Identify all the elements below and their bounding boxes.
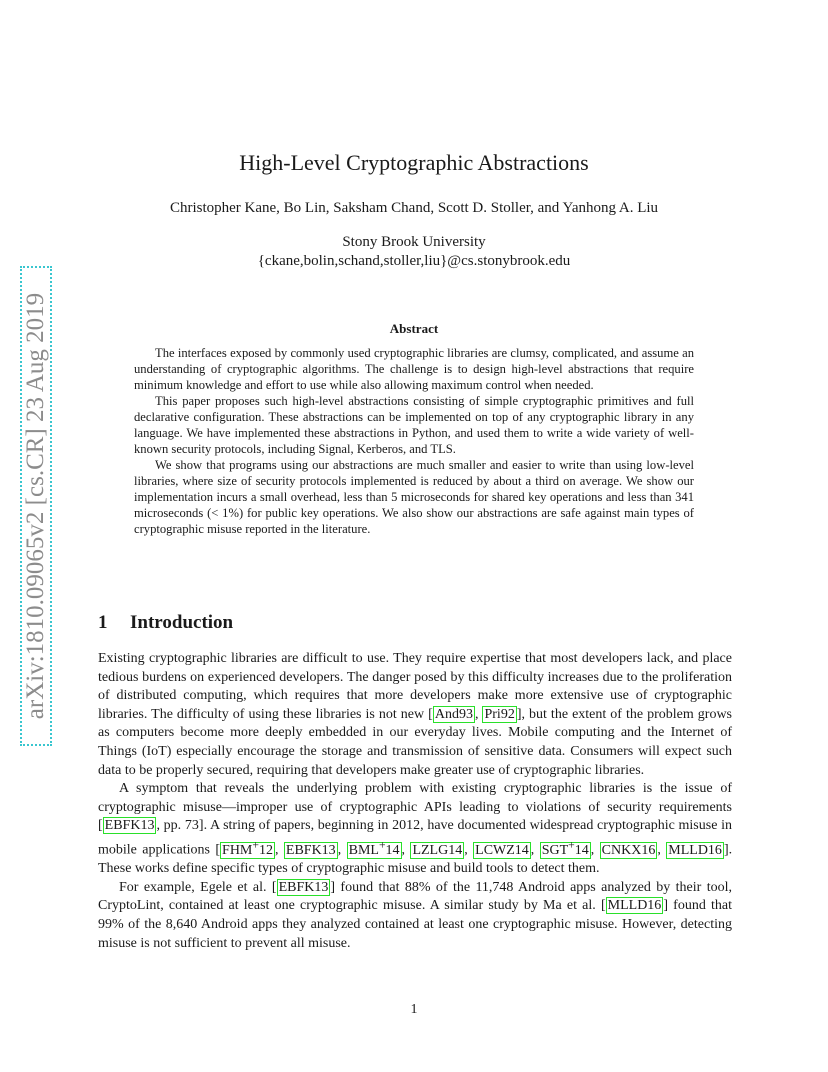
citation-page: , pp. 73 [156,818,199,834]
author-list: Christopher Kane, Bo Lin, Saksham Chand, Scott D. Stoller, and Yanhong A. Liu [169,200,659,216]
arxiv-stamp: arXiv:1810.09065v2 [cs.CR] 23 Aug 2019 [20,266,52,746]
text-run: . These works define specific types of cryptographic misuse and build tools to detect them. [98,842,733,877]
section-title: Introduction [130,612,234,633]
section-heading [98,612,233,634]
citation-link[interactable]: And93 [434,706,473,722]
abstract-paragraph: The interfaces exposed by commonly used cryptographic libraries are clumsy, complicated, and assume an understanding of cryptographic algorithms. The challenge is to design high-level abstractions that require minimum knowledge and effort to use while also allowing maximum control when needed. [134,346,694,392]
citation-link[interactable]: EBFK13 [104,818,155,834]
abstract-paragraph: We show that programs using our abstractions are much smaller and easier to write than using low-level libraries, where size of security protocols implemented is reduced by about a third on average. We show our implementation incurs a small overhead, less than 5 microseconds for shared key operations and less than 341 microseconds (< 1%) for public key operations. We also show our abstractions are safe against main types of cryptographic misuse reported in the literature. [134,458,694,536]
text-run: For example, Egele et al. [119,879,272,895]
text-run: A symptom that reveals the underlying problem with existing cryptographic libraries is the issue of cryptographic misuse—improper use of cryptographic APIs leading to violations of security requirements [98,781,732,815]
affiliation: Stony Brook University [342,234,486,250]
body-paragraph: For example, Egele et al. [ EBFK13 ] found that 88% of the 11,748 Android apps analyzed by their tool, CryptoLint, contained at least one cryptographic misuse. A similar study by Ma et al. [ MLLD16 ] found that 99% of the 8,640 Android apps they analyzed contained at least one cryptographic misuse. However, detecting misuse is not sufficient to prevent all misuse. [98,879,733,951]
citation-link[interactable]: EBFK13 [278,879,329,895]
citation-link[interactable] [347,837,402,859]
citation-link[interactable] [220,837,275,859]
cite-year: 14 [385,842,400,858]
cite-year: 14 [574,842,589,858]
paper-title: High-Level Cryptographic Abstractions [239,150,589,175]
citation-link[interactable]: CNKX16 [601,842,656,858]
text-run: found that 88% of the 11,748 Android apps analyzed by their tool, CryptoLint, contained at least one cryptographic misuse. A similar study by Ma et al. [98,879,732,914]
text-run: Existing cryptographic libraries are difficult to use. They require expertise that most developers lack, and place tedious burdens on experienced developers. The danger posed by this difficulty increases due to the proliferation of distributed computing, which requires that more developers make more extensive use of cryptographic libraries. The difficulty of using these libraries is not new [98,651,732,722]
citation-link[interactable]: LCWZ14 [475,842,529,858]
text-run: found that 99% of the 8,640 Android apps they analyzed contained at least one cryptographic misuse. However, detecting misuse is not sufficient to prevent all misuse. [98,898,733,951]
section-number: 1 [98,612,108,633]
author-emails: {ckane,bolin,schand,stoller,liu}@cs.stonybrook.edu [257,253,571,269]
citation-link[interactable]: EBFK13 [285,842,336,858]
cite-key: BML [348,842,379,858]
citation-link[interactable]: MLLD16 [607,898,662,914]
citation-link[interactable]: Pri92 [484,706,515,722]
abstract [134,345,694,537]
affiliation-block [0,233,828,271]
cite-sup: + [378,837,386,851]
cite-sup: + [568,837,575,851]
body-paragraph: Existing cryptographic libraries are difficult to use. They require expertise that most developers lack, and place tedious burdens on experienced developers. The danger posed by this difficulty increases due to the proliferation of distributed computing, which requires that more developers make more extensive use of cryptographic libraries. The difficulty of using these libraries is not new [ And93 , Pri92 ], but the extent of the problem grows as computers become more deeply embedded in our everyday lives. Mobile computing and the Internet of Things (IoT) especially encourage the storage and transmission of sensitive data. Consumers will expect such data to be properly secured, requiring that developers make greater use of cryptographic libraries. [98,651,733,778]
text-run: A string of papers, beginning in 2012, have documented widespread cryptographic misuse in mobile applications [98,818,733,858]
citation-link[interactable] [540,837,591,859]
citation-link[interactable]: MLLD16 [668,842,722,858]
cite-year: 12 [258,842,273,858]
text-run: , but the extent of the problem grows as computers become more deeply embedded in our everyday lives. Mobile computing and the Internet of Things (IoT) especially encourage the storage and transmission of sensitive data. Consumers will expect such data to be properly secured, requiring that developers make greater use of cryptographic libraries. [98,706,733,778]
cite-sup: + [252,837,259,851]
citation-link[interactable]: LZLG14 [412,842,463,858]
page-number: 1 [410,1002,418,1017]
abstract-heading: Abstract [389,321,439,336]
cite-key: FHM [222,842,253,858]
cite-key: SGT [541,842,569,858]
abstract-paragraph: This paper proposes such high-level abstractions consisting of simple cryptographic primitives and full declarative configuration. These abstractions can be implemented on top of any cryptographic library in any language. We have implemented these abstractions in Python, and used them to write a wide variety of well-known security protocols, including Signal, Kerberos, and TLS. [134,394,694,456]
body-paragraph: A symptom that reveals the underlying problem with existing cryptographic libraries is the issue of cryptographic misuse—improper use of cryptographic APIs leading to violations of security requirements [ EBFK13 , pp. 73]. A string of papers, beginning in 2012, have documented widespread cryptographic misuse in mobile applications [ FHM+12 , EBFK13 , BML+14 , LZLG14 , LCWZ14 , SGT+14 , CNKX16 , MLLD16 ]. These works define specific types of cryptographic misuse and build tools to detect them. [98,781,733,877]
introduction-body [98,650,732,953]
